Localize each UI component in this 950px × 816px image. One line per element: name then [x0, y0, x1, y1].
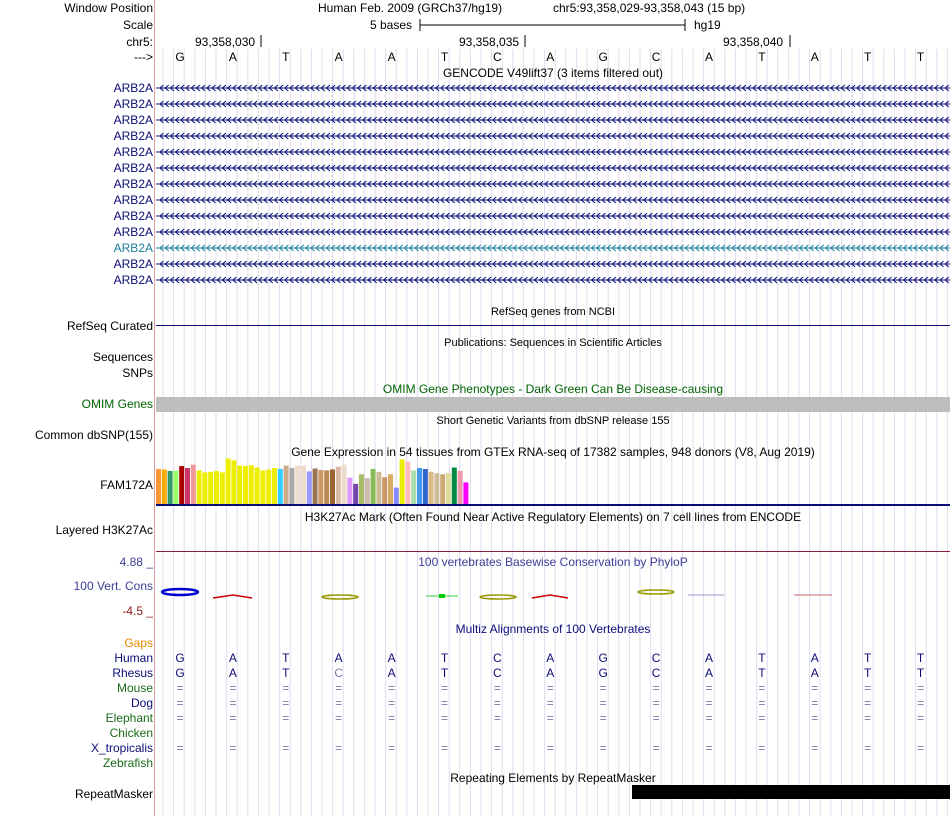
assembly-text: Human Feb. 2009 (GRCh37/hg19) [318, 1, 503, 15]
gtex-tissue-bar [179, 466, 184, 504]
aligned-base: = [229, 741, 237, 755]
h3k27ac-title: H3K27Ac Mark (Often Found Near Active Regulatory Elements) on 7 cell lines from ENCODE [304, 510, 802, 524]
gencode-transcript-line[interactable] [156, 211, 950, 221]
aligned-base: A [810, 666, 819, 680]
gtex-tissue-bar [260, 470, 265, 504]
aligned-base: C [651, 651, 661, 665]
gencode-transcript-line[interactable] [156, 147, 950, 157]
gencode-transcript-line[interactable] [156, 243, 950, 253]
aligned-base: = [705, 696, 713, 710]
gtex-tissue-bar [434, 473, 439, 504]
aligned-base: = [917, 741, 925, 755]
gencode-title: GENCODE V49lift37 (3 items filtered out) [442, 66, 664, 80]
gencode-transcript-label[interactable]: ARB2A [113, 241, 153, 255]
aligned-base: = [335, 711, 343, 725]
gtex-tissue-bar [156, 469, 161, 504]
gencode-transcript-label[interactable]: ARB2A [113, 113, 153, 127]
aligned-base: A [387, 651, 396, 665]
species-label[interactable]: Rhesus [112, 666, 153, 680]
h3k27ac-label[interactable]: Layered H3K27Ac [55, 523, 153, 537]
aligned-base: = [176, 681, 184, 695]
dbsnp-title: Short Genetic Variants from dbSNP release 155 [436, 415, 670, 427]
gtex-tissue-bar [440, 474, 445, 504]
gtex-tissue-bar [191, 465, 196, 504]
gtex-tissue-bar [452, 468, 457, 504]
base-letter: A [334, 50, 343, 64]
aligned-base: A [228, 666, 237, 680]
base-letter: T [864, 50, 872, 64]
species-label[interactable]: Elephant [105, 711, 153, 725]
aligned-base: = [758, 711, 766, 725]
gtex-tissue-bar [255, 468, 260, 504]
aligned-base: G [175, 666, 185, 680]
gtex-tissue-bar [394, 488, 399, 504]
gtex-tissue-bar [365, 478, 370, 504]
gencode-transcript-label[interactable]: ARB2A [113, 209, 153, 223]
gencode-transcript-line[interactable] [156, 227, 950, 237]
aligned-base: = [811, 741, 819, 755]
publications-title: Publications: Sequences in Scientific Articles [444, 337, 662, 349]
gtex-tissue-bar [458, 471, 463, 504]
aligned-base: A [704, 666, 713, 680]
aligned-base: = [493, 696, 501, 710]
aligned-base: T [916, 666, 925, 680]
strand-label: ---> [134, 50, 153, 64]
refseq-gene-line[interactable] [156, 325, 950, 326]
gencode-transcript-line[interactable] [156, 195, 950, 205]
gencode-transcript-label[interactable]: ARB2A [113, 97, 153, 111]
aligned-base: A [228, 651, 237, 665]
gtex-tissue-bar [382, 477, 387, 504]
gencode-transcript-line[interactable] [156, 131, 950, 141]
refseq-title: RefSeq genes from NCBI [490, 306, 616, 318]
coord-tick-2: 93,358,035 [459, 35, 520, 49]
species-label[interactable]: Dog [130, 696, 153, 710]
aligned-base: C [493, 651, 502, 665]
base-letter: A [387, 50, 396, 64]
aligned-base: T [282, 666, 290, 680]
gtex-tissue-bar [463, 482, 468, 504]
base-letter: G [598, 50, 608, 64]
base-letter: T [758, 50, 766, 64]
repeatmasker-title: Repeating Elements by RepeatMasker [450, 771, 656, 785]
aligned-base: = [758, 681, 766, 695]
gtex-tissue-bar [417, 468, 422, 504]
base-letter: T [916, 50, 925, 64]
gtex-tissue-bar [173, 471, 178, 504]
aligned-base: = [705, 711, 713, 725]
position-text[interactable]: chr5:93,358,029-93,358,043 (15 bp) [553, 1, 746, 15]
aligned-base: = [335, 741, 343, 755]
phylop-max: 4.88 _ [119, 555, 153, 569]
coord-tick-1: 93,358,030 [195, 35, 256, 49]
gtex-tissue-bar [289, 468, 294, 504]
aligned-base: = [599, 681, 607, 695]
snps-label[interactable]: SNPs [122, 366, 153, 380]
aligned-base: = [229, 696, 237, 710]
gtex-tissue-bar [324, 470, 329, 504]
gtex-title: Gene Expression in 54 tissues from GTEx RNA-seq of 17382 samples, 948 donors (V8, Aug 2019) [291, 445, 815, 459]
aligned-base: A [704, 651, 713, 665]
aligned-base: = [652, 711, 660, 725]
phylop-label[interactable]: 100 Vert. Cons [73, 579, 153, 593]
gtex-tissue-bar [405, 462, 410, 504]
gencode-transcript-label[interactable]: ARB2A [113, 161, 153, 175]
gtex-tissue-bar [214, 471, 219, 504]
aligned-base: = [493, 741, 501, 755]
gtex-tissue-bar [226, 458, 231, 504]
gtex-bar-chart[interactable] [156, 458, 950, 508]
gtex-tissue-bar [237, 466, 242, 504]
gencode-transcript-label[interactable]: ARB2A [113, 225, 153, 239]
aligned-base: = [229, 711, 237, 725]
aligned-base: = [811, 681, 819, 695]
gtex-tissue-bar [336, 467, 341, 504]
phylop-wiggle[interactable] [156, 584, 950, 608]
aligned-base: = [758, 741, 766, 755]
gtex-tissue-bar [400, 459, 405, 504]
aligned-base: = [811, 696, 819, 710]
gencode-transcript-label[interactable]: ARB2A [113, 193, 153, 207]
aligned-base: = [335, 696, 343, 710]
gtex-label[interactable]: FAM172A [100, 478, 153, 492]
gencode-transcript-line[interactable] [156, 163, 950, 173]
base-letter: C [651, 50, 661, 64]
gtex-tissue-bar [347, 478, 352, 504]
refseq-label[interactable]: RefSeq Curated [66, 319, 153, 333]
aligned-base: C [651, 666, 661, 680]
gtex-tissue-bar [342, 465, 347, 504]
aligned-base: = [917, 681, 925, 695]
gtex-tissue-bar [220, 472, 225, 504]
species-label[interactable]: Zebrafish [102, 756, 153, 770]
aligned-base: = [176, 741, 184, 755]
aligned-base: A [810, 651, 819, 665]
phylop-title: 100 vertebrates Basewise Conservation by PhyloP [418, 555, 688, 569]
aligned-base: = [705, 741, 713, 755]
aligned-base: = [652, 681, 660, 695]
gtex-tissue-bar [295, 466, 300, 504]
species-label[interactable]: Human [114, 651, 153, 665]
gtex-tissue-bar [318, 470, 323, 504]
gtex-tissue-bar [359, 474, 364, 504]
gtex-tissue-bar [411, 470, 416, 504]
base-letter: A [228, 50, 237, 64]
aligned-base: = [440, 711, 448, 725]
aligned-base: C [334, 666, 344, 680]
aligned-base: = [652, 741, 660, 755]
aligned-base: T [758, 666, 766, 680]
base-letter: C [493, 50, 502, 64]
aligned-base: = [388, 696, 396, 710]
aligned-base: = [705, 681, 713, 695]
aligned-base: = [176, 711, 184, 725]
gencode-transcript-label[interactable]: ARB2A [113, 145, 153, 159]
aligned-base: = [811, 711, 819, 725]
base-letter: T [440, 50, 449, 64]
aligned-base: C [493, 666, 502, 680]
window-position-label: Window Position [64, 1, 153, 15]
aligned-base: = [546, 696, 554, 710]
gencode-transcript-label[interactable]: ARB2A [113, 177, 153, 191]
aligned-base: = [440, 696, 448, 710]
aligned-base: = [546, 741, 554, 755]
aligned-base: = [176, 696, 184, 710]
aligned-base: = [864, 681, 872, 695]
gtex-tissue-bar [197, 470, 202, 504]
multiz-title: Multiz Alignments of 100 Vertebrates [455, 622, 651, 636]
scale-label: Scale [122, 18, 153, 32]
gtex-tissue-bar [202, 472, 207, 504]
aligned-base: = [917, 711, 925, 725]
aligned-base: = [440, 741, 448, 755]
gtex-tissue-bar [168, 471, 173, 504]
aligned-base: = [652, 696, 660, 710]
aligned-base: T [916, 651, 925, 665]
aligned-base: T [864, 651, 872, 665]
gtex-tissue-bar [353, 484, 358, 504]
aligned-base: G [598, 651, 608, 665]
aligned-base: A [387, 666, 396, 680]
species-label[interactable]: Chicken [109, 726, 153, 740]
aligned-base: = [493, 711, 501, 725]
gtex-tissue-bar [231, 460, 236, 504]
gtex-tissue-bar [423, 469, 428, 504]
gencode-transcript-line[interactable] [156, 259, 950, 269]
track-left-border [154, 0, 155, 816]
gtex-tissue-bar [208, 472, 213, 504]
aligned-base: = [440, 681, 448, 695]
gtex-tissue-bar [272, 468, 277, 504]
gtex-tissue-bar [446, 473, 451, 504]
aligned-base: T [758, 651, 766, 665]
gencode-transcript-line[interactable] [156, 179, 950, 189]
species-label[interactable]: Mouse [116, 681, 153, 695]
coord-tick-marks [0, 35, 950, 49]
omim-label[interactable]: OMIM Genes [81, 397, 153, 411]
base-letter: A [704, 50, 713, 64]
aligned-base: G [175, 651, 185, 665]
gtex-tissue-bar [330, 469, 335, 504]
gtex-tissue-bar [249, 465, 254, 504]
gencode-transcript-line[interactable] [156, 275, 950, 285]
aligned-base: = [546, 711, 554, 725]
aligned-base: = [917, 696, 925, 710]
h3k27ac-signal-line[interactable] [156, 551, 950, 552]
aligned-base: = [599, 711, 607, 725]
gencode-transcript-line[interactable] [156, 99, 950, 109]
base-letter: G [175, 50, 185, 64]
aligned-base: G [598, 666, 608, 680]
aligned-base: T [440, 666, 449, 680]
gencode-transcript-label[interactable]: ARB2A [113, 257, 153, 271]
publications-label[interactable]: Sequences [92, 350, 153, 364]
aligned-base: = [282, 681, 290, 695]
aligned-base: = [388, 711, 396, 725]
repeatmasker-element[interactable] [632, 785, 950, 799]
gtex-tissue-bar [266, 469, 271, 504]
aligned-base: = [493, 681, 501, 695]
aligned-base: = [388, 681, 396, 695]
omim-title: OMIM Gene Phenotypes - Dark Green Can Be Disease-causing [382, 382, 724, 396]
aligned-base: = [282, 696, 290, 710]
gtex-tissue-bar [301, 466, 306, 504]
aligned-base: T [282, 651, 290, 665]
aligned-base: A [546, 666, 555, 680]
aligned-base: = [335, 681, 343, 695]
gtex-tissue-bar [307, 471, 312, 504]
gencode-transcript-label[interactable]: ARB2A [113, 81, 153, 95]
aligned-base: = [282, 711, 290, 725]
gencode-transcript-line[interactable] [156, 83, 950, 93]
gtex-tissue-bar [278, 469, 283, 504]
coord-tick-3: 93,358,040 [723, 35, 784, 49]
aligned-base: = [758, 696, 766, 710]
aligned-base: = [864, 711, 872, 725]
phylop-min: -4.5 _ [122, 604, 153, 618]
aligned-base: = [864, 741, 872, 755]
base-letter: A [546, 50, 555, 64]
aligned-base: T [864, 666, 872, 680]
aligned-base: A [546, 651, 555, 665]
base-letter: T [282, 50, 290, 64]
gtex-tissue-bar [284, 466, 289, 504]
gtex-tissue-bar [388, 474, 393, 504]
gtex-tissue-bar [313, 468, 318, 504]
aligned-base: T [440, 651, 449, 665]
chrom-label: chr5: [126, 35, 153, 49]
aligned-base: = [546, 681, 554, 695]
scale-bar [419, 18, 687, 32]
species-label[interactable]: X_tropicalis [90, 741, 153, 755]
gtex-tissue-bar [371, 469, 376, 504]
repeatmasker-label[interactable]: RepeatMasker [74, 787, 153, 801]
gtex-tissue-bar [429, 472, 434, 504]
gencode-transcript-label[interactable]: ARB2A [113, 129, 153, 143]
gtex-tissue-bar [162, 469, 167, 504]
gencode-transcript-line[interactable] [156, 115, 950, 125]
gaps-label[interactable]: Gaps [124, 636, 153, 650]
gencode-transcript-label[interactable]: ARB2A [113, 273, 153, 287]
omim-gene-bar[interactable] [156, 397, 950, 412]
dbsnp-label[interactable]: Common dbSNP(155) [34, 428, 153, 442]
aligned-base: A [334, 651, 343, 665]
db-text: hg19 [694, 18, 721, 32]
aligned-base: = [864, 696, 872, 710]
aligned-base: = [599, 741, 607, 755]
aligned-base: = [282, 741, 290, 755]
aligned-base: = [229, 681, 237, 695]
aligned-base: = [388, 741, 396, 755]
aligned-base: = [599, 696, 607, 710]
gtex-tissue-bar [243, 466, 248, 504]
gtex-tissue-bar [376, 472, 381, 504]
base-letter: A [810, 50, 819, 64]
scale-bar-text: 5 bases [370, 18, 413, 32]
gtex-tissue-bar [185, 468, 190, 504]
